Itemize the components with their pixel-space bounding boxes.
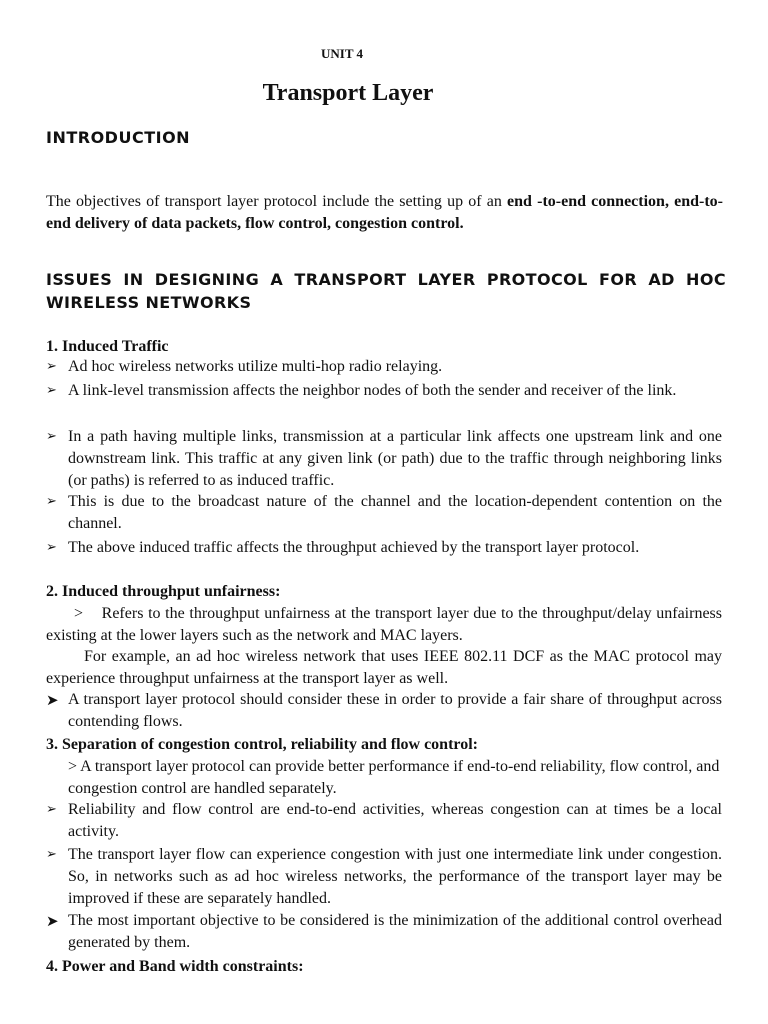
list-item-text: The above induced traffic affects the throughput achieved by the transport layer protocol. [68, 539, 640, 556]
list-item [46, 426, 722, 492]
list-item [46, 537, 722, 559]
list-item [46, 844, 722, 910]
list-item [46, 380, 722, 402]
section2-paragraph-1 [46, 603, 722, 647]
introduction-text-bold: end -to-end connection, end-to-end delivery of data packets, flow control, congestion control. [46, 193, 723, 232]
arrowhead-outline-icon: ➢ [46, 359, 57, 374]
list-item-text: A transport layer protocol should consider these in order to provide a fair share of throughput across contending flows. [68, 691, 722, 730]
arrowhead-outline-icon: ➢ [46, 429, 57, 444]
list-item-text: The transport layer flow can experience congestion with just one intermediate link under congestion. So, in networks such as ad hoc wireless networks, the performance of the transport layer may be improved if these are separately handled. [68, 846, 722, 907]
greater-than-marker: > [74, 605, 84, 622]
section2-heading: 2. Induced throughput unfairness: [46, 583, 281, 600]
list-item-text: In a path having multiple links, transmission at a particular link affects one upstream link and one downstream link. This traffic at any given link (or path) due to the traffic through neighboring links (or paths) is referred to as induced traffic. [68, 428, 722, 489]
list-item-text: Ad hoc wireless networks utilize multi-hop radio relaying. [68, 358, 443, 375]
page-title: Transport Layer [262, 80, 434, 106]
section2-example: For example, an ad hoc wireless network that uses IEEE 802.11 DCF as the MAC protocol may experience throughput unfairness at the transport layer as well. [46, 648, 722, 687]
arrowhead-outline-icon: ➢ [46, 802, 57, 817]
issues-heading: ISSUES IN DESIGNING A TRANSPORT LAYER PROTOCOL FOR AD HOC WIRELESS NETWORKS [46, 270, 726, 312]
arrowhead-outline-icon: ➢ [46, 540, 57, 555]
section1-heading: 1. Induced Traffic [46, 338, 169, 355]
list-item-text: Reliability and flow control are end-to-end activities, whereas congestion can at times be a local activity. [68, 801, 722, 840]
section3-heading: 3. Separation of congestion control, reliability and flow control: [46, 736, 478, 753]
section3-line1: > A transport layer protocol can provide better performance if end-to-end reliability, flow control, and congestion control are handled separately. [68, 758, 720, 797]
list-item-text: The most important objective to be considered is the minimization of the additional control overhead generated by them. [68, 912, 722, 951]
list-item [46, 799, 722, 843]
introduction-heading: INTRODUCTION [46, 128, 191, 147]
section2-line1: Refers to the throughput unfairness at the transport layer due to the throughput/delay unfairness existing at the lower layers such as the network and MAC layers. [46, 605, 722, 644]
introduction-text: The objectives of transport layer protocol include the setting up of an [46, 193, 508, 210]
list-item-text: A link-level transmission affects the neighbor nodes of both the sender and receiver of the link. [68, 382, 677, 399]
arrowhead-outline-icon: ➢ [46, 847, 57, 862]
section4-heading: 4. Power and Band width constraints: [46, 958, 304, 975]
list-item-text: This is due to the broadcast nature of the channel and the location-dependent contention on the channel. [68, 493, 722, 532]
arrowhead-outline-icon: ➢ [46, 383, 57, 398]
unit-label: UNIT 4 [320, 46, 364, 61]
introduction-paragraph [46, 191, 723, 235]
list-item [46, 491, 722, 535]
list-item [46, 356, 722, 378]
list-item [46, 689, 722, 733]
arrowhead-solid-icon: ➤ [46, 691, 59, 709]
list-item [46, 910, 722, 954]
arrowhead-outline-icon: ➢ [46, 494, 57, 509]
section3-paragraph-1 [68, 756, 722, 800]
arrowhead-solid-icon: ➤ [46, 912, 59, 930]
